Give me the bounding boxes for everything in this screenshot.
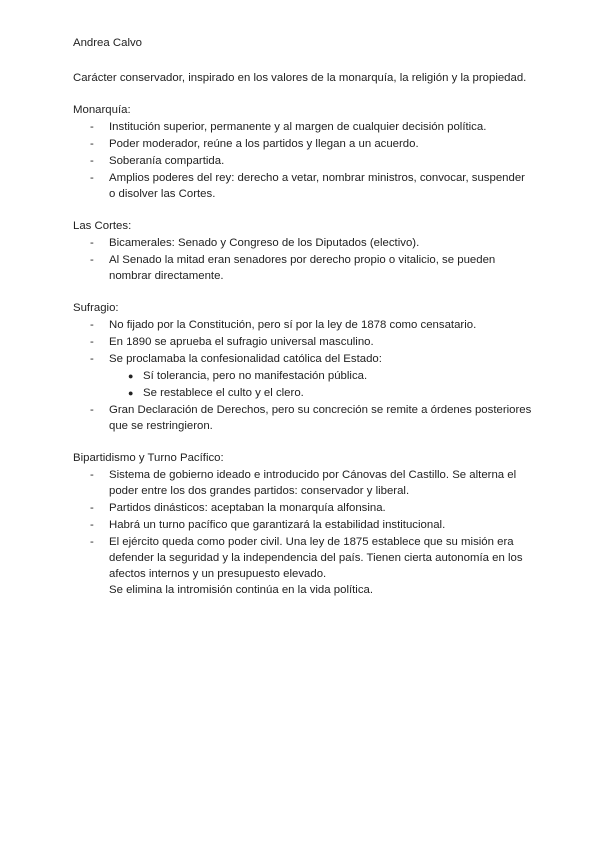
continuation-line: Se elimina la intromisión continúa en la vida política. <box>109 584 374 596</box>
list-item: - Poder moderador, reúne a los partidos y llegan a un acuerdo. <box>90 138 419 150</box>
dash-marker: - <box>90 138 94 150</box>
dash-marker: - <box>90 336 94 348</box>
dash-list <box>73 119 533 202</box>
author-name: Andrea Calvo <box>73 37 143 49</box>
sub-list-item: ● Sí tolerancia, pero no manifestación pública. <box>128 370 368 382</box>
intro-paragraph: Carácter conservador, inspirado en los valores de la monarquía, la religión y la propiedad. <box>73 72 527 84</box>
section-heading: Las Cortes: <box>73 220 132 232</box>
section-las-cortes <box>73 218 533 284</box>
dash-marker: - <box>90 519 94 531</box>
dash-list <box>73 317 533 367</box>
dash-marker: - <box>90 319 94 331</box>
bullet-marker: ● <box>128 371 134 381</box>
section-heading: Bipartidismo y Turno Pacífico: <box>73 452 224 464</box>
dash-marker: - <box>90 254 94 266</box>
dash-marker: - <box>90 172 94 184</box>
list-item: - Institución superior, permanente y al margen de cualquier decisión política. <box>90 121 487 133</box>
section-monarquia <box>73 102 533 202</box>
list-item: - Bicamerales: Senado y Congreso de los Diputados (electivo). <box>90 237 420 249</box>
dash-list <box>73 235 533 284</box>
dash-marker: - <box>90 237 94 249</box>
list-item: - En 1890 se aprueba el sufragio universal masculino. <box>90 336 374 348</box>
list-item: - El ejército queda como poder civil. Una ley de 1875 establece que su misión era defender la seguridad y la independencia del país. Tienen cierta autonomía en los afectos internos y un presupuesto elevado. Se elimina la intromisión continúa en la vida política. <box>73 534 533 598</box>
list-item: - No fijado por la Constitución, pero sí por la ley de 1878 como censatario. <box>90 319 477 331</box>
list-item: - Habrá un turno pacífico que garantizará la estabilidad institucional. <box>90 519 446 531</box>
section-sufragio <box>73 300 533 434</box>
dash-marker: - <box>90 353 94 365</box>
dash-list <box>73 467 533 598</box>
list-item: - Soberanía compartida. <box>90 155 225 167</box>
list-item: - Partidos dinásticos: aceptaban la monarquía alfonsina. <box>90 502 386 514</box>
dash-marker: - <box>90 404 94 416</box>
list-item: - Se proclamaba la confesionalidad católica del Estado: <box>90 353 382 365</box>
dash-marker: - <box>90 155 94 167</box>
dash-marker: - <box>90 502 94 514</box>
dash-marker: - <box>90 536 94 548</box>
dash-marker: - <box>90 469 94 481</box>
section-heading: Sufragio: <box>73 302 119 314</box>
list-item: - Amplios poderes del rey: derecho a vetar, nombrar ministros, convocar, suspender o disolver las Cortes. <box>90 172 525 200</box>
list-item: - Gran Declaración de Derechos, pero su concreción se remite a órdenes posteriores que se restringieron. <box>90 404 532 432</box>
list-item: - Sistema de gobierno ideado e introducido por Cánovas del Castillo. Se alterna el poder entre los dos grandes partidos: conservador y liberal. <box>90 469 517 497</box>
list-item: - Al Senado la mitad eran senadores por derecho propio o vitalicio, se pueden nombrar directamente. <box>90 254 496 282</box>
sub-list-item: ● Se restablece el culto y el clero. <box>128 387 304 399</box>
bullet-sublist <box>73 368 533 401</box>
dash-list <box>73 402 533 434</box>
dash-marker: - <box>90 121 94 133</box>
section-bipartidismo <box>73 450 533 598</box>
document-page <box>73 35 533 614</box>
bullet-marker: ● <box>128 388 134 398</box>
section-heading: Monarquía: <box>73 104 131 116</box>
